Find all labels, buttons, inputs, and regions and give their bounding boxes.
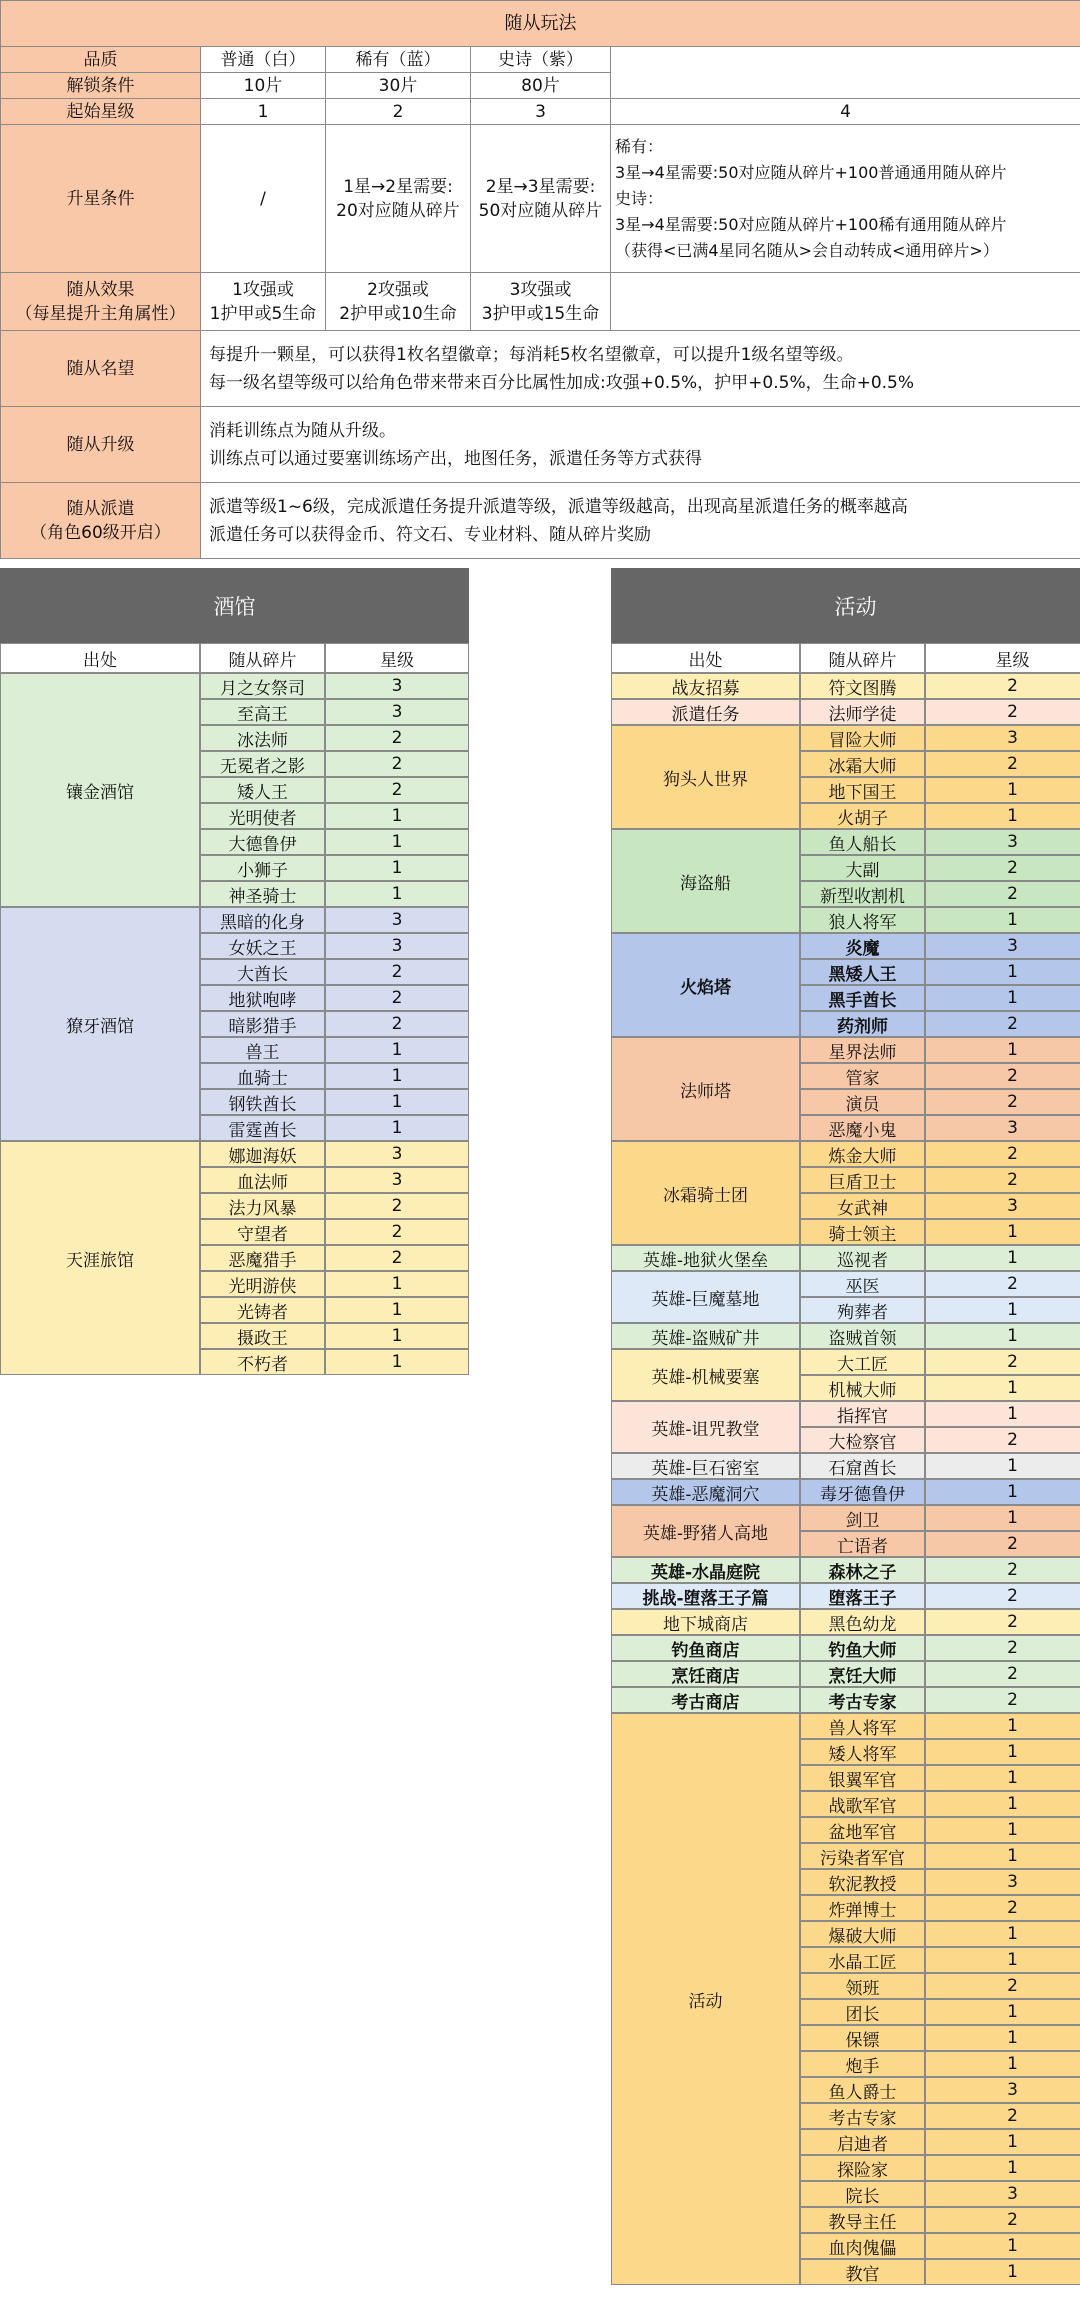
fragment-cell: 殉葬者 xyxy=(800,1297,925,1323)
star-cell: 1 xyxy=(925,985,1080,1011)
fragment-cell: 管家 xyxy=(800,1063,925,1089)
star-cell: 1 xyxy=(325,1271,469,1297)
tavern-source-header: 出处 xyxy=(0,643,200,673)
star-cell: 1 xyxy=(925,2025,1080,2051)
fragment-cell: 软泥教授 xyxy=(800,1869,925,1895)
fragment-cell: 团长 xyxy=(800,1999,925,2025)
star-cell: 2 xyxy=(925,1609,1080,1635)
star-cell: 2 xyxy=(925,2103,1080,2129)
fragment-cell: 鱼人船长 xyxy=(800,829,925,855)
fragment-cell: 光明使者 xyxy=(200,803,325,829)
star-cell: 1 xyxy=(925,1947,1080,1973)
star-cell: 2 xyxy=(925,1141,1080,1167)
fragment-cell: 月之女祭司 xyxy=(200,673,325,699)
star-cell: 3 xyxy=(925,829,1080,855)
star-cell: 2 xyxy=(925,1349,1080,1375)
star-cell: 1 xyxy=(325,881,469,907)
star-cell: 3 xyxy=(925,725,1080,751)
unlock-rare: 30片 xyxy=(326,73,471,99)
fragment-cell: 指挥官 xyxy=(800,1401,925,1427)
star-cell: 3 xyxy=(325,673,469,699)
fragment-cell: 大工匠 xyxy=(800,1349,925,1375)
fragment-cell: 巨盾卫士 xyxy=(800,1167,925,1193)
fragment-cell: 摄政王 xyxy=(200,1323,325,1349)
star-cell: 2 xyxy=(325,1245,469,1271)
fragment-cell: 守望者 xyxy=(200,1219,325,1245)
star-cell: 1 xyxy=(925,1739,1080,1765)
source-cell: 法师塔 xyxy=(611,1037,800,1141)
upgrade-common: / xyxy=(201,125,326,273)
fragment-cell: 神圣骑士 xyxy=(200,881,325,907)
source-cell: 英雄-盗贼矿井 xyxy=(611,1323,800,1349)
star-cell: 2 xyxy=(925,1557,1080,1583)
activity-title: 活动 xyxy=(611,568,1080,643)
fragment-cell: 兽人将军 xyxy=(800,1713,925,1739)
star-cell: 2 xyxy=(925,699,1080,725)
start-star-1: 1 xyxy=(201,99,326,125)
fragment-cell: 巡视者 xyxy=(800,1245,925,1271)
fragment-cell: 血法师 xyxy=(200,1167,325,1193)
fragment-cell: 大酋长 xyxy=(200,959,325,985)
source-cell: 钓鱼商店 xyxy=(611,1635,800,1661)
source-cell: 英雄-恶魔洞穴 xyxy=(611,1479,800,1505)
star-cell: 2 xyxy=(925,881,1080,907)
star-cell: 2 xyxy=(925,1973,1080,1999)
fragment-cell: 机械大师 xyxy=(800,1375,925,1401)
star-cell: 1 xyxy=(325,1063,469,1089)
fragment-cell: 考古专家 xyxy=(800,1687,925,1713)
fragment-cell: 冰法师 xyxy=(200,725,325,751)
fragment-cell: 石窟酋长 xyxy=(800,1453,925,1479)
star-cell: 1 xyxy=(925,1505,1080,1531)
star-cell: 1 xyxy=(925,1323,1080,1349)
star-cell: 3 xyxy=(925,1869,1080,1895)
fragment-cell: 院长 xyxy=(800,2181,925,2207)
fragment-cell: 盗贼首领 xyxy=(800,1323,925,1349)
star-cell: 2 xyxy=(325,1193,469,1219)
upgrade-label: 升星条件 xyxy=(1,125,201,273)
source-cell: 镶金酒馆 xyxy=(0,673,200,907)
star-cell: 1 xyxy=(925,2259,1080,2285)
source-cell: 英雄-机械要塞 xyxy=(611,1349,800,1401)
fragment-cell: 兽王 xyxy=(200,1037,325,1063)
fragment-cell: 光明游侠 xyxy=(200,1271,325,1297)
quality-rare: 稀有（蓝） xyxy=(326,47,471,73)
unlock-common: 10片 xyxy=(201,73,326,99)
source-cell: 战友招募 xyxy=(611,673,800,699)
fragment-cell: 大德鲁伊 xyxy=(200,829,325,855)
fragment-cell: 光铸者 xyxy=(200,1297,325,1323)
star-cell: 1 xyxy=(925,1765,1080,1791)
source-cell: 英雄-野猪人高地 xyxy=(611,1505,800,1557)
star-cell: 1 xyxy=(925,1297,1080,1323)
source-cell: 英雄-诅咒教堂 xyxy=(611,1401,800,1453)
fragment-cell: 符文图腾 xyxy=(800,673,925,699)
star-cell: 3 xyxy=(925,2077,1080,2103)
fragment-cell: 女妖之王 xyxy=(200,933,325,959)
fragment-cell: 银翼军官 xyxy=(800,1765,925,1791)
fragment-cell: 烹饪大师 xyxy=(800,1661,925,1687)
fragment-cell: 大副 xyxy=(800,855,925,881)
star-cell: 2 xyxy=(925,855,1080,881)
star-cell: 2 xyxy=(325,777,469,803)
fragment-cell: 娜迦海妖 xyxy=(200,1141,325,1167)
star-cell: 2 xyxy=(325,1011,469,1037)
star-cell: 2 xyxy=(325,959,469,985)
fragment-cell: 矮人将军 xyxy=(800,1739,925,1765)
fragment-cell: 保镖 xyxy=(800,2025,925,2051)
star-cell: 2 xyxy=(925,1687,1080,1713)
star-cell: 3 xyxy=(925,933,1080,959)
fragment-cell: 新型收割机 xyxy=(800,881,925,907)
star-cell: 3 xyxy=(325,1167,469,1193)
fragment-cell: 火胡子 xyxy=(800,803,925,829)
source-cell: 海盗船 xyxy=(611,829,800,933)
star-cell: 1 xyxy=(925,1921,1080,1947)
fragment-cell: 启迪者 xyxy=(800,2129,925,2155)
star-cell: 1 xyxy=(325,1115,469,1141)
star-cell: 3 xyxy=(325,699,469,725)
fragment-cell: 黑色幼龙 xyxy=(800,1609,925,1635)
source-cell: 英雄-地狱火堡垒 xyxy=(611,1245,800,1271)
effect-epic: 3攻强或 3护甲或15生命 xyxy=(471,273,611,331)
star-cell: 1 xyxy=(925,1817,1080,1843)
star-cell: 3 xyxy=(325,907,469,933)
star-cell: 1 xyxy=(925,2233,1080,2259)
fragment-cell: 炎魔 xyxy=(800,933,925,959)
star-cell: 2 xyxy=(325,1219,469,1245)
fragment-cell: 冰霜大师 xyxy=(800,751,925,777)
fame-label: 随从名望 xyxy=(1,331,201,407)
star-cell: 1 xyxy=(325,1297,469,1323)
fragment-cell: 恶魔猎手 xyxy=(200,1245,325,1271)
fragment-cell: 炼金大师 xyxy=(800,1141,925,1167)
star-cell: 2 xyxy=(925,673,1080,699)
source-cell: 考古商店 xyxy=(611,1687,800,1713)
star-cell: 2 xyxy=(925,1661,1080,1687)
fragment-cell: 污染者军官 xyxy=(800,1843,925,1869)
fragment-cell: 探险家 xyxy=(800,2155,925,2181)
fragment-cell: 炸弹博士 xyxy=(800,1895,925,1921)
fame-text: 每提升一颗星，可以获得1枚名望徽章；每消耗5枚名望徽章，可以提升1级名望等级。 每一级名望等级可以给角色带来带来百分比属性加成:攻强+0.5%，护甲+0.5%，生命+0.5% xyxy=(201,331,1080,407)
star-cell: 1 xyxy=(925,1219,1080,1245)
fragment-cell: 水晶工匠 xyxy=(800,1947,925,1973)
source-cell: 活动 xyxy=(611,1713,800,2285)
fragment-cell: 毒牙德鲁伊 xyxy=(800,1479,925,1505)
upgrade-rare: 1星→2星需要: 20对应随从碎片 xyxy=(326,125,471,273)
fragment-cell: 矮人王 xyxy=(200,777,325,803)
star-cell: 2 xyxy=(925,1011,1080,1037)
source-cell: 天涯旅馆 xyxy=(0,1141,200,1375)
fragment-cell: 星界法师 xyxy=(800,1037,925,1063)
fragment-cell: 地狱咆哮 xyxy=(200,985,325,1011)
fragment-cell: 盆地军官 xyxy=(800,1817,925,1843)
tavern-title: 酒馆 xyxy=(0,568,469,643)
star-cell: 3 xyxy=(925,1115,1080,1141)
fragment-cell: 冒险大师 xyxy=(800,725,925,751)
star-cell: 2 xyxy=(925,1063,1080,1089)
star-cell: 1 xyxy=(925,2051,1080,2077)
fragment-cell: 恶魔小鬼 xyxy=(800,1115,925,1141)
star-cell: 2 xyxy=(925,2207,1080,2233)
fragment-cell: 雷霆酋长 xyxy=(200,1115,325,1141)
fragment-cell: 法师学徒 xyxy=(800,699,925,725)
source-cell: 英雄-巨石密室 xyxy=(611,1453,800,1479)
activity-source-header: 出处 xyxy=(611,643,800,673)
star-cell: 1 xyxy=(325,1089,469,1115)
page-title: 随从玩法 xyxy=(1,1,1080,47)
star-cell: 2 xyxy=(925,1089,1080,1115)
star-cell: 3 xyxy=(325,933,469,959)
source-cell: 冰霜骑士团 xyxy=(611,1141,800,1245)
source-cell: 派遣任务 xyxy=(611,699,800,725)
start-star-3: 3 xyxy=(471,99,611,125)
source-cell: 火焰塔 xyxy=(611,933,800,1037)
star-cell: 1 xyxy=(925,1843,1080,1869)
fragment-cell: 巫医 xyxy=(800,1271,925,1297)
source-cell: 獠牙酒馆 xyxy=(0,907,200,1141)
levelup-text: 消耗训练点为随从升级。 训练点可以通过要塞训练场产出，地图任务，派遣任务等方式获得 xyxy=(201,407,1080,483)
star-cell: 2 xyxy=(325,751,469,777)
star-cell: 1 xyxy=(925,1245,1080,1271)
star-cell: 1 xyxy=(325,1037,469,1063)
fragment-cell: 大检察官 xyxy=(800,1427,925,1453)
star-cell: 1 xyxy=(325,855,469,881)
fragment-cell: 小狮子 xyxy=(200,855,325,881)
star-cell: 2 xyxy=(325,985,469,1011)
unlock-label: 解锁条件 xyxy=(1,73,201,99)
star-cell: 2 xyxy=(925,1427,1080,1453)
star-cell: 2 xyxy=(925,1531,1080,1557)
fragment-cell: 至高王 xyxy=(200,699,325,725)
effect-common: 1攻强或 1护甲或5生命 xyxy=(201,273,326,331)
fragment-cell: 炮手 xyxy=(800,2051,925,2077)
dispatch-label: 随从派遣 （角色60级开启） xyxy=(1,483,201,559)
star-cell: 1 xyxy=(325,1323,469,1349)
tavern-fragment-header: 随从碎片 xyxy=(200,643,325,673)
dispatch-text: 派遣等级1~6级，完成派遣任务提升派遣等级，派遣等级越高，出现高星派遣任务的概率越高 派遣任务可以获得金币、符文石、专业材料、随从碎片奖励 xyxy=(201,483,1080,559)
source-cell: 英雄-水晶庭院 xyxy=(611,1557,800,1583)
fragment-cell: 不朽者 xyxy=(200,1349,325,1375)
fragment-cell: 药剂师 xyxy=(800,1011,925,1037)
star-cell: 1 xyxy=(925,1713,1080,1739)
fragment-cell: 黑矮人王 xyxy=(800,959,925,985)
source-cell: 英雄-巨魔墓地 xyxy=(611,1271,800,1323)
fragment-cell: 爆破大师 xyxy=(800,1921,925,1947)
star-cell: 1 xyxy=(925,1791,1080,1817)
fragment-cell: 女武神 xyxy=(800,1193,925,1219)
start-star-label: 起始星级 xyxy=(1,99,201,125)
star-cell: 3 xyxy=(925,2181,1080,2207)
activity-fragment-header: 随从碎片 xyxy=(800,643,925,673)
quality-epic: 史诗（紫） xyxy=(471,47,611,73)
fragment-cell: 血骑士 xyxy=(200,1063,325,1089)
fragment-cell: 考古专家 xyxy=(800,2103,925,2129)
levelup-label: 随从升级 xyxy=(1,407,201,483)
star-cell: 3 xyxy=(925,1193,1080,1219)
fragment-cell: 领班 xyxy=(800,1973,925,1999)
star-cell: 1 xyxy=(925,907,1080,933)
star-cell: 1 xyxy=(925,2129,1080,2155)
unlock-epic: 80片 xyxy=(471,73,611,99)
fragment-cell: 教官 xyxy=(800,2259,925,2285)
star-cell: 1 xyxy=(925,777,1080,803)
fragment-cell: 钓鱼大师 xyxy=(800,1635,925,1661)
start-star-2: 2 xyxy=(326,99,471,125)
fragment-cell: 黑手酋长 xyxy=(800,985,925,1011)
tavern-star-header: 星级 xyxy=(325,643,469,673)
effect-label: 随从效果 （每星提升主角属性） xyxy=(1,273,201,331)
star-cell: 1 xyxy=(325,829,469,855)
fragment-cell: 剑卫 xyxy=(800,1505,925,1531)
star-cell: 1 xyxy=(925,959,1080,985)
star-cell: 1 xyxy=(925,1375,1080,1401)
fragment-cell: 鱼人爵士 xyxy=(800,2077,925,2103)
fragment-cell: 地下国王 xyxy=(800,777,925,803)
fragment-cell: 血肉傀儡 xyxy=(800,2233,925,2259)
effect-rare: 2攻强或 2护甲或10生命 xyxy=(326,273,471,331)
activity-star-header: 星级 xyxy=(925,643,1080,673)
star-cell: 2 xyxy=(925,1635,1080,1661)
star-cell: 2 xyxy=(925,751,1080,777)
star-cell: 1 xyxy=(325,803,469,829)
fragment-cell: 教导主任 xyxy=(800,2207,925,2233)
upgrade-star4: 稀有： 3星→4星需要:50对应随从碎片+100普通通用随从碎片 史诗： 3星→4星需要:50对应随从碎片+100稀有通用随从碎片 （获得<已满4星同名随从>会自动转成<通用碎片>） xyxy=(611,125,1080,273)
star-cell: 3 xyxy=(325,1141,469,1167)
source-cell: 烹饪商店 xyxy=(611,1661,800,1687)
fragment-cell: 黑暗的化身 xyxy=(200,907,325,933)
star-cell: 1 xyxy=(925,1999,1080,2025)
star-cell: 1 xyxy=(925,2155,1080,2181)
star-cell: 1 xyxy=(925,803,1080,829)
overview-table xyxy=(0,0,1080,559)
star-cell: 2 xyxy=(925,1583,1080,1609)
star-cell: 2 xyxy=(325,725,469,751)
star-cell: 1 xyxy=(925,1401,1080,1427)
source-cell: 狗头人世界 xyxy=(611,725,800,829)
fragment-cell: 钢铁酋长 xyxy=(200,1089,325,1115)
fragment-cell: 暗影猎手 xyxy=(200,1011,325,1037)
fragment-cell: 无冕者之影 xyxy=(200,751,325,777)
source-cell: 地下城商店 xyxy=(611,1609,800,1635)
fragment-cell: 骑士领主 xyxy=(800,1219,925,1245)
quality-common: 普通（白） xyxy=(201,47,326,73)
star-cell: 1 xyxy=(925,1479,1080,1505)
star-cell: 2 xyxy=(925,1271,1080,1297)
fragment-cell: 狼人将军 xyxy=(800,907,925,933)
star-cell: 1 xyxy=(925,1037,1080,1063)
start-star-4: 4 xyxy=(611,99,1080,125)
fragment-cell: 演员 xyxy=(800,1089,925,1115)
star-cell: 1 xyxy=(325,1349,469,1375)
fragment-cell: 法力风暴 xyxy=(200,1193,325,1219)
upgrade-epic: 2星→3星需要: 50对应随从碎片 xyxy=(471,125,611,273)
fragment-cell: 战歌军官 xyxy=(800,1791,925,1817)
star-cell: 2 xyxy=(925,1167,1080,1193)
source-cell: 挑战-堕落王子篇 xyxy=(611,1583,800,1609)
star-cell: 1 xyxy=(925,1453,1080,1479)
fragment-cell: 森林之子 xyxy=(800,1557,925,1583)
fragment-cell: 亡语者 xyxy=(800,1531,925,1557)
quality-label: 品质 xyxy=(1,47,201,73)
star-cell: 2 xyxy=(925,1895,1080,1921)
fragment-cell: 堕落王子 xyxy=(800,1583,925,1609)
